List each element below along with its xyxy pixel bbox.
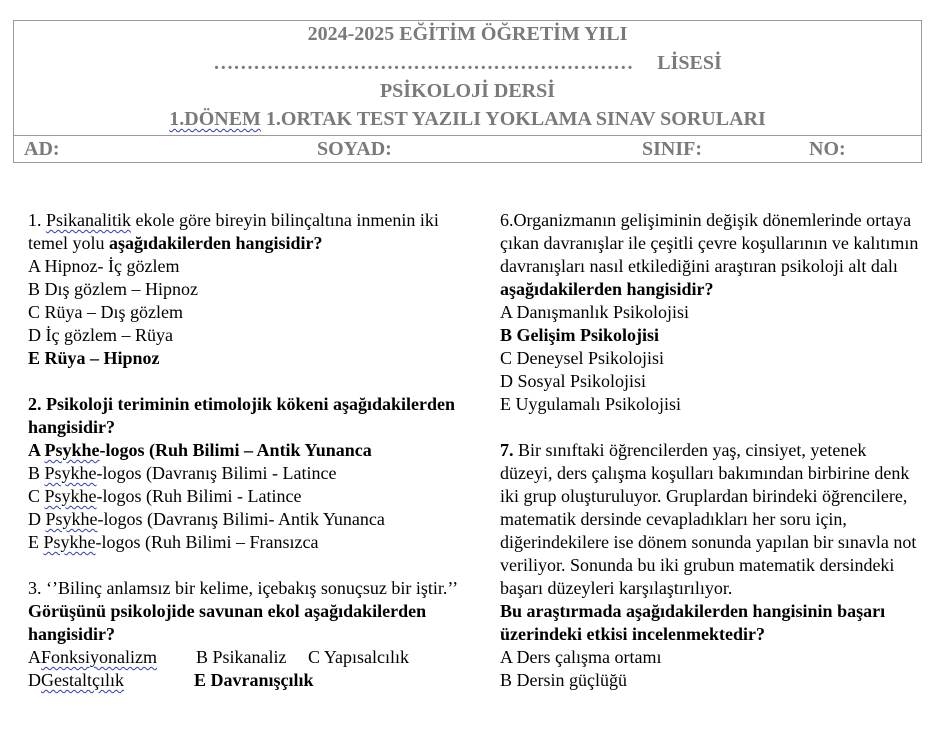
school-year-title: 2024-2025 EĞİTİM ÖĞRETİM YILI: [307, 23, 628, 45]
question-2-stem: 2. Psikoloji teriminin etimolojik kökeni aşağıdakilerden hangisidir?: [28, 394, 456, 437]
exam-title: [14, 108, 921, 130]
exam-term: 1.DÖNEM: [169, 108, 261, 130]
term-psikanalitik: Psikanalitik: [46, 210, 131, 230]
exam-title-rest: 1.ORTAK TEST YAZILI YOKLAMA SINAV SORULARI: [260, 108, 766, 130]
question-1-option-a: A Hipnoz- İç gözlem: [28, 256, 180, 276]
question-3-option-d: DGestaltçılık: [28, 670, 124, 690]
question-3-stem: 3. ‘’Bilinç anlamsız bir kelime, içebakış sonuçsuz bir iştir.’’ Görüşünü psikolojide savunan ekol aşağıdakilerden hangisidir?: [28, 578, 457, 644]
question-7-option-a: A Ders çalışma ortamı: [500, 647, 662, 667]
question-6-option-d: D Sosyal Psikolojisi: [500, 371, 647, 391]
question-1-option-c: C Rüya – Dış gözlem: [28, 302, 183, 322]
class-label: SINIF:: [642, 138, 703, 160]
question-2: [28, 393, 468, 554]
question-6-option-e: E Uygulamalı Psikolojisi: [500, 394, 682, 414]
question-3-option-c: C Yapısalcılık: [308, 647, 410, 667]
question-6-prompt: aşağıdakilerden hangisidir?: [500, 279, 714, 299]
question-2-option-e: E Psykhe-logos (Ruh Bilimi – Fransızca: [28, 532, 319, 552]
school-name-suffix: LİSESİ: [657, 52, 722, 74]
question-7-prompt: Bu araştırmada aşağıdakilerden hangisinin başarı üzerindeki etkisi incelenmektedir?: [500, 601, 886, 644]
right-column: [500, 209, 920, 715]
question-6-option-a: A Danışmanlık Psikolojisi: [500, 302, 690, 322]
left-column: [28, 209, 468, 715]
question-2-option-a: A Psykhe-logos (Ruh Bilimi – Antik Yunanca: [28, 440, 372, 460]
question-2-option-b: B Psykhe-logos (Davranış Bilimi - Latince: [28, 463, 337, 483]
question-1: [28, 209, 468, 370]
question-7-option-b: B Dersin güçlüğü: [500, 670, 627, 690]
question-1-stem: 1. Psikanalitik ekole göre bireyin bilinçaltına inmenin iki temel yolu aşağıdakilerden hangisidir?: [28, 210, 439, 253]
question-1-option-e: E Rüya – Hipnoz: [28, 348, 160, 368]
surname-label: SOYAD:: [317, 138, 392, 160]
question-1-option-b: B Dış gözlem – Hipnoz: [28, 279, 198, 299]
question-3-option-b: B Psikanaliz: [196, 647, 287, 667]
question-6: [500, 209, 920, 416]
question-1-option-d: D İç gözlem – Rüya: [28, 325, 173, 345]
question-3-options-row-1: [28, 646, 468, 669]
student-info-row: [14, 138, 921, 162]
number-label: NO:: [809, 138, 846, 160]
question-2-option-d: D Psykhe-logos (Davranış Bilimi- Antik Yunanca: [28, 509, 385, 529]
question-7-stem: 7. Bir sınıftaki öğrencilerden yaş, cinsiyet, yetenek düzeyi, ders çalışma koşulları bakımından birbirine denk iki grup oluşturuluyor. Gruplardan birindeki öğrencilere, matematik dersinde cevapladıkları her soru için, diğerindekilere ise dönem sonunda yapılan bir sınavla not veriliyor. Sonunda bu iki grubun matematik dersindeki başarı düzeyleri karşılaştırılıyor.: [500, 440, 917, 598]
question-3: [28, 577, 468, 692]
name-label: AD:: [24, 138, 60, 160]
question-6-option-b: B Gelişim Psikolojisi: [500, 325, 660, 345]
question-6-option-c: C Deneysel Psikolojisi: [500, 348, 665, 368]
question-3-option-e: E Davranışçılık: [194, 670, 314, 690]
exam-header: [13, 20, 922, 163]
question-3-option-a: AFonksiyonalizm: [28, 647, 157, 667]
question-6-stem: 6.Organizmanın gelişiminin değişik dönemlerinde ortaya çıkan davranışlar ile çeşitli çevre koşullarının ve kalıtımın davranışları nasıl etkilediğini araştıran psikoloji alt dalı: [500, 210, 919, 276]
question-3-options-row-2: [28, 669, 468, 692]
header-divider: [14, 135, 921, 136]
school-name-blank: ………………………………………………………: [213, 52, 634, 74]
course-title: PSİKOLOJİ DERSİ: [379, 80, 556, 102]
question-2-option-c: C Psykhe-logos (Ruh Bilimi - Latince: [28, 486, 302, 506]
question-7: [500, 439, 920, 692]
school-name-line: [14, 52, 921, 74]
